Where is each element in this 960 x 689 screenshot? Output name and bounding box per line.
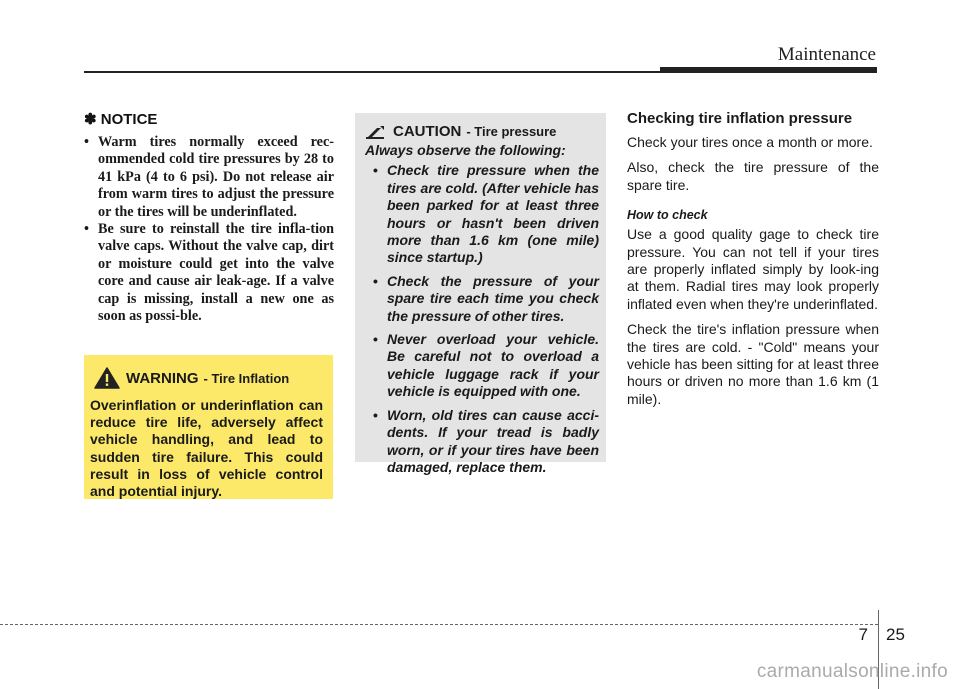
section-title: Maintenance xyxy=(777,44,876,65)
notice-item: • Be sure to reinstall the tire infla-tion valve caps. Without the valve cap, dirt or moisture could get into the valve core and cause air leak-age. If a valve cap is missing, install a new one as soon as possi-ble. xyxy=(84,221,334,325)
checking-section xyxy=(627,110,879,416)
notice-title: ✽ NOTICE xyxy=(84,111,158,128)
header-rule-accent xyxy=(660,67,877,73)
caution-item: • Never overload your vehicle. Be careful not to overload a vehicle luggage rack if your vehicle is equipped with one. xyxy=(365,331,599,401)
watermark: carmanualsonline.info xyxy=(756,661,948,682)
warning-label: WARNING xyxy=(126,369,199,387)
caution-subtitle: - Tire pressure xyxy=(466,124,557,139)
notice-section xyxy=(84,110,334,325)
how-to-check-title: How to check xyxy=(627,208,708,223)
caution-intro: Always observe the following: xyxy=(365,142,566,158)
caution-item: • Check tire pressure when the tires are cold. (After vehicle has been parked for at least three hours or hasn't been driven more than 1.6 km (one mile) since startup.) xyxy=(365,162,599,266)
notice-list xyxy=(84,134,334,325)
warning-header xyxy=(90,367,323,389)
caution-header xyxy=(365,123,599,140)
warning-triangle-icon xyxy=(94,367,120,389)
caution-list xyxy=(365,162,599,476)
caution-item: • Check the pressure of your spare tire each time you check the pressure of other tires. xyxy=(365,273,599,325)
paragraph: Also, check the tire pressure of the spare tire. xyxy=(627,159,879,193)
checking-title: Checking tire inflation pressure xyxy=(627,110,853,127)
paragraph: Check the tire's inflation pressure when the tires are cold. - "Cold" means your vehicle has been sitting for at least three hours or driven no more than 1.6 km (1 mile). xyxy=(627,321,879,407)
caution-item: • Worn, old tires can cause acci-dents. If your tread is badly worn, or if your tires have been damaged, replace them. xyxy=(365,407,599,477)
notice-item: • Warm tires normally exceed rec-ommended cold tire pressures by 28 to 41 kPa (4 to 6 psi). Do not release air from warm tires to adjust the pressure or the tires will be underinflated. xyxy=(84,134,334,221)
caution-slash-icon xyxy=(365,125,385,139)
footer-rule xyxy=(0,624,878,625)
chapter-number: 7 xyxy=(858,625,868,644)
warning-subtitle: - Tire Inflation xyxy=(203,370,290,386)
caution-label: CAUTION xyxy=(393,123,462,140)
paragraph: Use a good quality gage to check tire pressure. You can not tell if your tires are properly inflated simply by look-ing at them. Radial tires may look properly inflated even when they're underinflated. xyxy=(627,226,879,312)
warning-body: Overinflation or underinflation can reduce tire life, adversely affect vehicle handling, and lead to sudden tire failure. This could result in loss of vehicle control and potential injury. xyxy=(90,397,323,500)
page-number: 25 xyxy=(886,625,905,644)
header-rule xyxy=(84,71,684,73)
paragraph: Check your tires once a month or more. xyxy=(627,134,873,150)
warning-box xyxy=(84,355,333,499)
caution-box xyxy=(355,113,606,475)
